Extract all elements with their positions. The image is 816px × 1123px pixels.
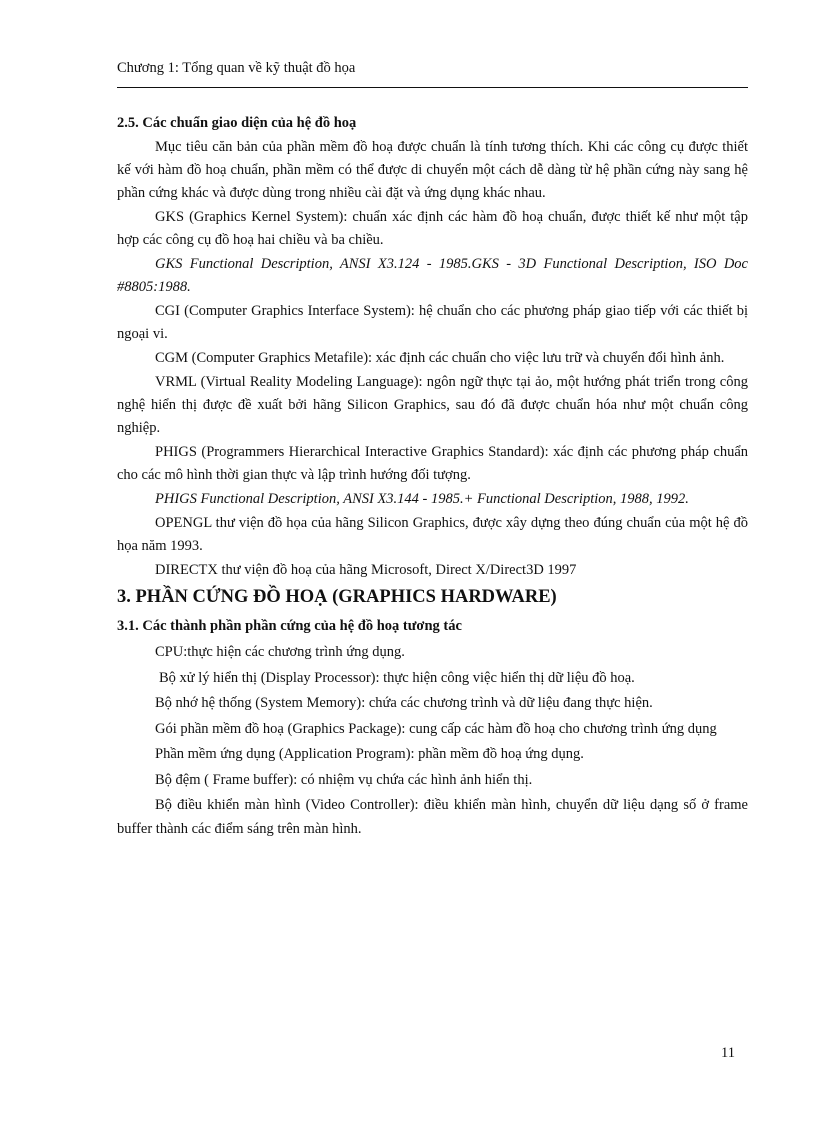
paragraph-italic: PHIGS Functional Description, ANSI X3.144 - 1985.+ Functional Description, 1988, 1992. [155, 491, 689, 507]
paragraph: VRML (Virtual Reality Modeling Language): ngôn ngữ thực tại ảo, một hướng phát triển trong công nghệ hiển thị được đề xuất bởi hãng Silicon Graphics, sau đó đã được chuẩn hóa như một chuẩn công nghiệp. [117, 374, 748, 436]
paragraph: CGI (Computer Graphics Interface System): hệ chuẩn cho các phương pháp giao tiếp với các thiết bị ngoại vi. [117, 303, 748, 342]
header-rule [117, 87, 748, 88]
paragraph: GKS (Graphics Kernel System): chuẩn xác định các hàm đồ hoạ chuẩn, được thiết kế như một tập hợp các công cụ đồ hoạ hai chiều và ba chiều. [117, 209, 748, 248]
paragraph: PHIGS (Programmers Hierarchical Interactive Graphics Standard): xác định các phương pháp chuẩn cho các mô hình thời gian thực và lập trình hướng đối tượng. [117, 444, 748, 483]
running-header: Chương 1: Tổng quan về kỹ thuật đồ họa [117, 60, 356, 76]
section-2-5-heading: 2.5. Các chuẩn giao diện của hệ đồ hoạ [117, 115, 357, 131]
section-3-heading: 3. PHẦN CỨNG ĐỒ HOẠ (GRAPHICS HARDWARE) [117, 587, 557, 607]
paragraph: Bộ đệm ( Frame buffer): có nhiệm vụ chứa các hình ảnh hiển thị. [155, 771, 533, 788]
paragraph: Phần mềm ứng dụng (Application Program): phần mềm đồ hoạ ứng dụng. [155, 746, 584, 762]
paragraph-italic: GKS Functional Description, ANSI X3.124 - 1985.GKS - 3D Functional Description, ISO Doc #8805:1988. [117, 256, 748, 295]
section-3-1 [117, 615, 748, 841]
page-number: 11 [721, 1045, 735, 1061]
paragraph: Bộ nhớ hệ thống (System Memory): chứa các chương trình và dữ liệu đang thực hiện. [155, 695, 653, 711]
paragraph: Bộ xử lý hiển thị (Display Processor): thực hiện công việc hiển thị dữ liệu đồ hoạ. [159, 669, 635, 686]
page-body [117, 112, 748, 843]
section-3-1-heading: 3.1. Các thành phần phần cứng của hệ đồ hoạ tương tác [117, 618, 462, 634]
paragraph: Bộ điều khiển màn hình (Video Controller): điều khiển màn hình, chuyển dữ liệu dạng số ở frame buffer thành các điểm sáng trên màn hình. [117, 797, 748, 837]
paragraph: DIRECTX thư viện đồ hoạ của hãng Microsoft, Direct X/Direct3D 1997 [155, 562, 577, 578]
paragraph: CGM (Computer Graphics Metafile): xác định các chuẩn cho việc lưu trữ và chuyển đổi hình ảnh. [155, 350, 725, 366]
paragraph: OPENGL thư viện đồ họa của hãng Silicon Graphics, được xây dựng theo đúng chuẩn của một hệ đồ họa năm 1993. [117, 515, 748, 554]
paragraph: Mục tiêu căn bản của phần mềm đồ hoạ được chuẩn là tính tương thích. Khi các công cụ được thiết kế với hàm đồ hoạ chuẩn, phần mềm có thể được di chuyển một cách dễ dàng từ hệ phần cứng này sang hệ phần cứng khác và được dùng trong nhiều cài đặt và ứng dụng khác nhau. [117, 139, 748, 201]
paragraph: CPU:thực hiện các chương trình ứng dụng. [155, 644, 405, 660]
paragraph: Gói phần mềm đồ hoạ (Graphics Package): cung cấp các hàm đồ hoạ cho chương trình ứng dụng [155, 720, 717, 737]
